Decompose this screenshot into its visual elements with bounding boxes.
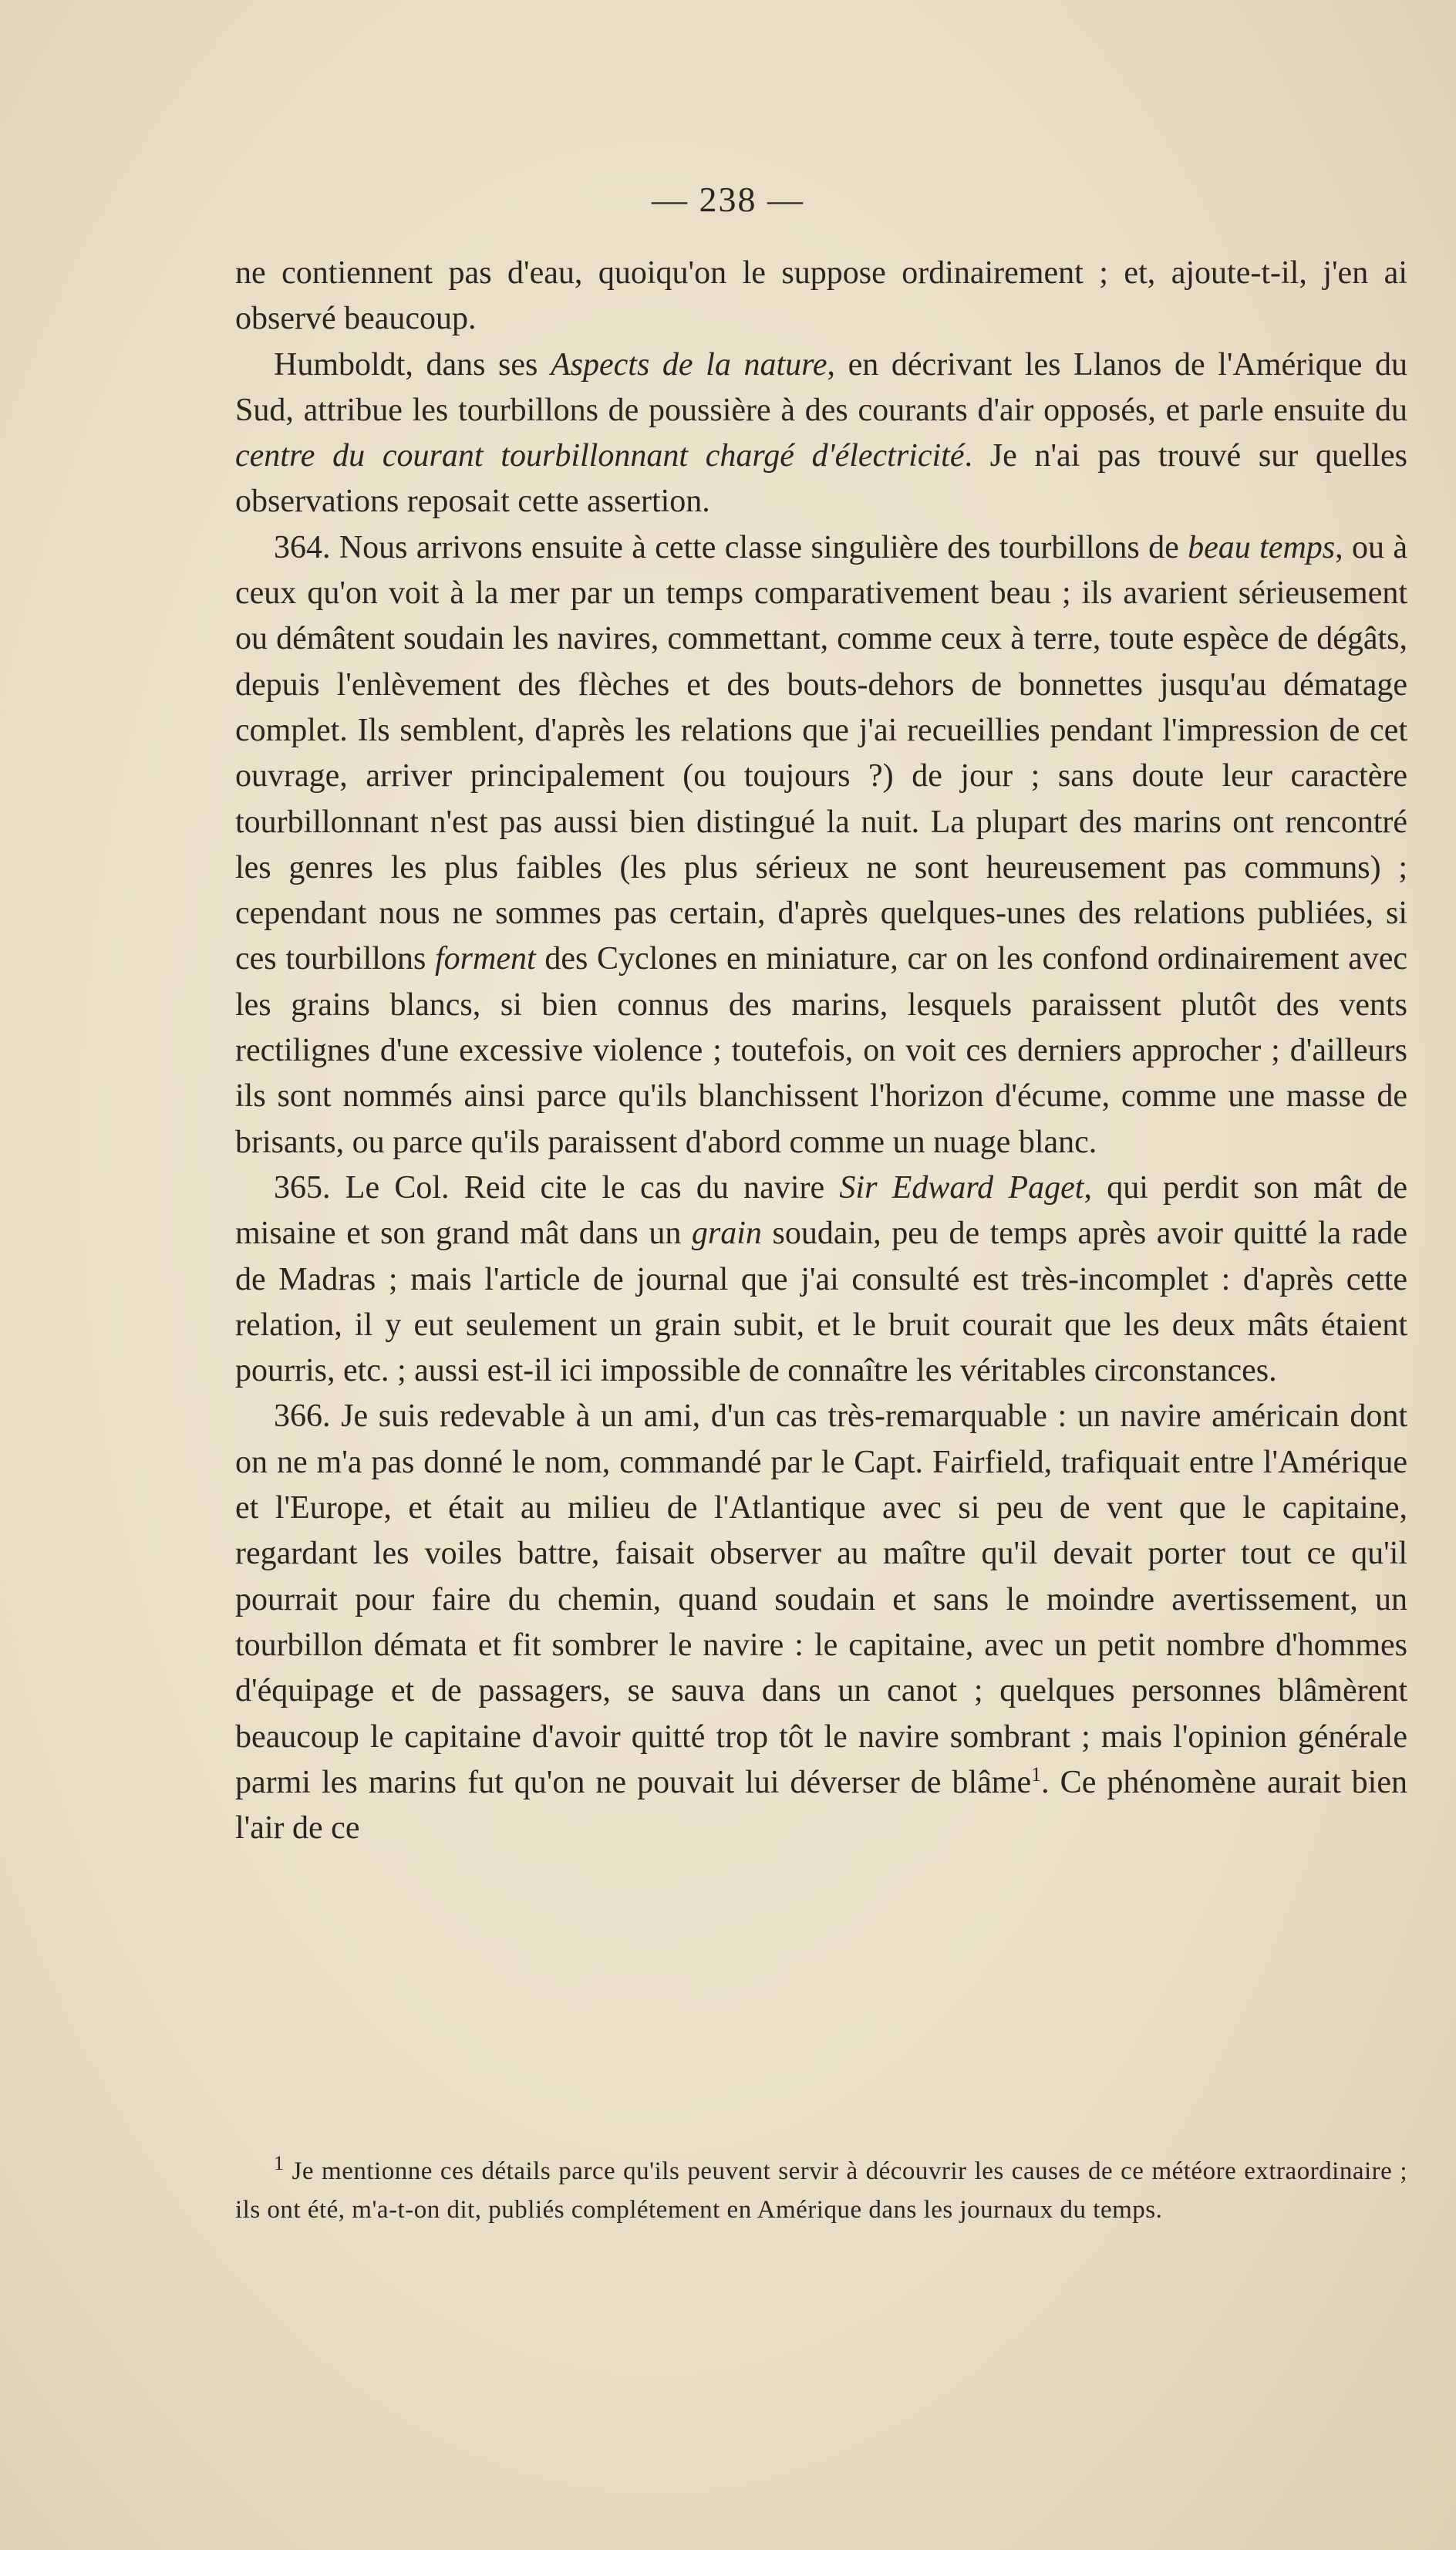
paragraph-364 — [235, 525, 1407, 1165]
italic-term: forment — [435, 941, 536, 977]
paragraph-continuation — [235, 251, 1407, 342]
italic-term: beau temps — [1188, 529, 1336, 565]
footnote-text: Je mentionne ces détails parce qu'ils peuvent servir à découvrir les causes de ce météore extraordinaire ; ils ont été, m'a-t-on dit, publiés complétement en Amérique dans les journaux du temps. — [235, 2157, 1407, 2224]
text-run: soudain, peu de temps après avoir quitté la rade de Madras ; mais l'article de journal que j'ai consulté est très-incomplet : d'après cette relation, il y eut seulement un grain subit, et le bruit courait que les deux mâts étaient pourris, etc. ; aussi est-il ici impossible de connaître les véritables circonstances. — [235, 1216, 1407, 1389]
text-run: ne contiennent pas d'eau, quoiqu'on le suppose ordinairement ; et, ajoute-t-il, j'en ai observé beaucoup. — [235, 255, 1407, 337]
footnote-marker: 1 — [274, 2152, 285, 2174]
text-run: 366. Je suis redevable à un ami, d'un cas très-remarquable : un navire américain dont on ne m'a pas donné le nom, commandé par le Capt. Fairfield, trafiquait entre l'Amérique et l'Europe, et était au milieu de l'Atlantique avec si peu de vent que le capitaine, regardant les voiles battre, faisait observer au maître qu'il devait porter tout ce qu'il pourrait pour faire du chemin, quand soudain et sans le moindre avertissement, un tourbillon dématа et fit sombrer le navire : le capitaine, avec un petit nombre d'hommes d'équipage et de passagers, se sauva dans un canot ; quelques personnes blâmèrent beaucoup le capitaine d'avoir quitté trop tôt le navire sombrant ; mais l'opinion générale parmi les marins fut qu'on ne pouvait lui déverser de blâme — [235, 1398, 1407, 1800]
text-run: , en décrivant les Llanos de l'Amérique du Sud, attribue les tourbillons de poussière à des courants d'air opposés, et parle ensuite du — [235, 346, 1407, 428]
paragraph-366 — [235, 1394, 1407, 1851]
italic-term: grain — [691, 1216, 762, 1252]
body-text — [235, 251, 1407, 1851]
text-run: 364. Nous arrivons ensuite à cette classe singulière des tourbillons de — [274, 529, 1188, 565]
text-run: 365. Le Col. Reid cite le cas du navire — [274, 1169, 840, 1206]
page-number: — 238 — — [652, 180, 804, 219]
text-run: , ou à ceux qu'on voit à la mer par un temps comparativement beau ; ils avarient sérieusement ou démâtent soudain les navires, commettant, comme ceux à terre, toute espèce de dégâts, depuis l'enlèvement des flèches et des bouts-dehors de bonnettes jusqu'au dématage complet. Ils semblent, d'après les relations que j'ai recueillies pendant l'impression de cet ouvrage, arriver principalement (ou toujours ?) de jour ; sans doute leur caractère tourbillonnant n'est pas aussi bien distingué la nuit. La plupart des marins ont rencontré les genres les plus faibles (les plus sérieux ne sont heureusement pas communs) ; cependant nous ne sommes pas certain, d'après quelques-unes des relations publiées, si ces tourbillons — [235, 529, 1407, 977]
footnote-reference: 1 — [1031, 1762, 1042, 1786]
italic-ship-name: Sir Edward Paget — [839, 1169, 1084, 1206]
text-run: . Je n'ai pas trouvé sur quelles observations reposait cette assertion. — [235, 438, 1407, 520]
footnote — [235, 2152, 1407, 2229]
italic-title: Aspects de la nature — [551, 346, 827, 383]
footnotes — [235, 2152, 1407, 2229]
paragraph-365 — [235, 1165, 1407, 1394]
paragraph-humboldt — [235, 342, 1407, 525]
text-run: . Ce phénomène aurait bien l'air de ce — [235, 1764, 1407, 1847]
text-run: Humboldt, dans ses — [274, 346, 551, 383]
text-run: , qui perdit son mât de misaine et son grand mât dans un — [235, 1169, 1407, 1252]
italic-quote: centre du courant tourbillonnant chargé d'électricité — [235, 438, 965, 474]
text-run: des Cyclones en miniature, car on les confond ordinairement avec les grains blancs, si bien connus des marins, lesquels paraissent plutôt des vents rectilignes d'une excessive violence ; toutefois, on voit ces derniers approcher ; d'ailleurs ils sont nommés ainsi parce qu'ils blanchissent l'horizon d'écume, comme une masse de brisants, ou parce qu'ils paraissent d'abord comme un nuage blanc. — [235, 941, 1407, 1160]
